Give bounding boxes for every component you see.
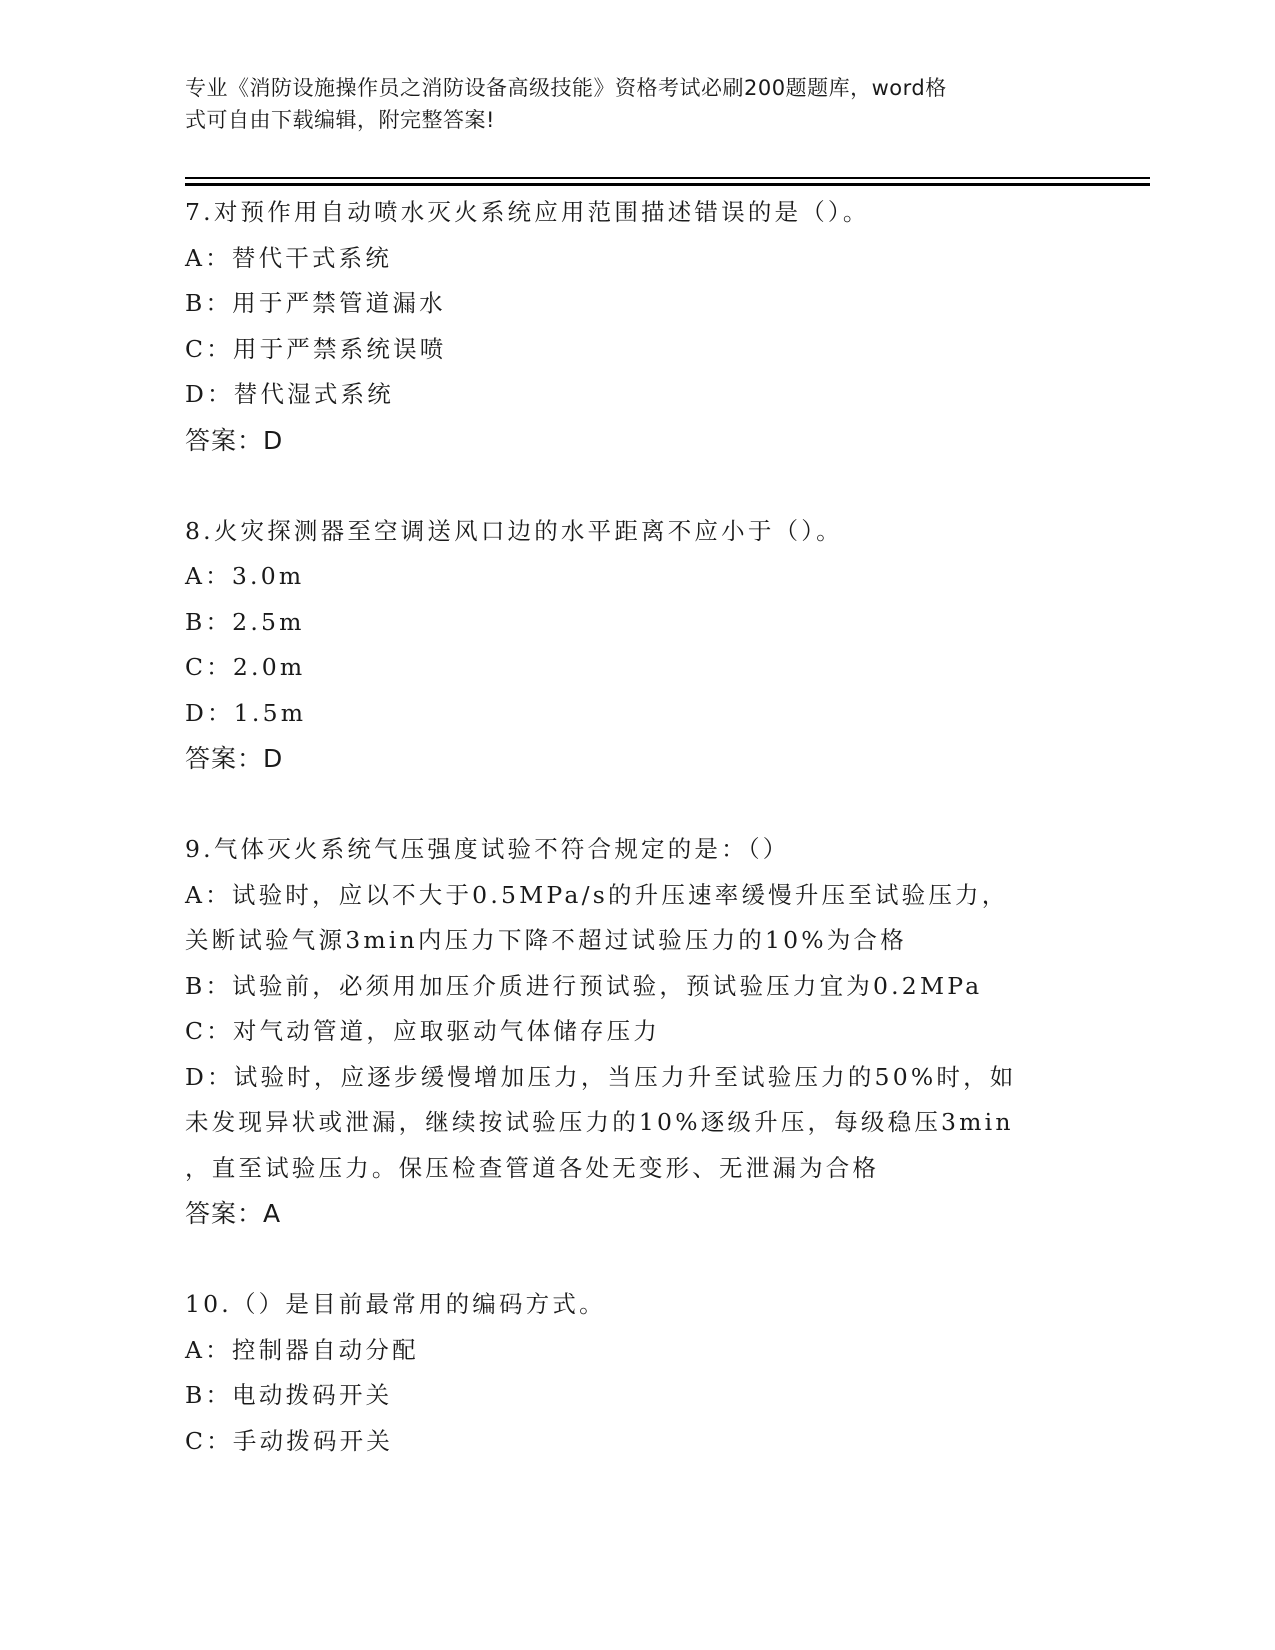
question-7 [185, 190, 1095, 463]
answer-label: 答案：A [185, 1199, 282, 1228]
spacer [185, 463, 1095, 509]
question-stem: 8.火灾探测器至空调送风口边的水平距离不应小于（）。 [185, 516, 843, 545]
option-c: C：2.0m [185, 653, 306, 681]
question-8 [185, 509, 1095, 782]
option-d-continued: ，直至试验压力。保压检查管道各处无变形、无泄漏为合格 [185, 1153, 880, 1182]
option-c: C：用于严禁系统误喷 [185, 334, 447, 363]
option-c: C：对气动管道，应取驱动气体储存压力 [185, 1017, 661, 1045]
option-c: C：手动拨码开关 [185, 1426, 394, 1455]
question-stem: 10.（）是目前最常用的编码方式。 [185, 1290, 606, 1318]
document-header [185, 72, 1065, 136]
option-d-continued: 未发现异状或泄漏，继续按试验压力的10%逐级升压，每级稳压3min [185, 1108, 1014, 1136]
option-b: B：用于严禁管道漏水 [185, 289, 446, 317]
option-b: B：试验前，必须用加压介质进行预试验，预试验压力宜为0.2MPa [185, 971, 983, 1000]
answer-label: 答案：D [185, 744, 284, 773]
header-divider-thin [185, 177, 1150, 179]
option-b: B：2.5m [185, 607, 305, 636]
option-a: A：控制器自动分配 [185, 1335, 419, 1364]
question-list [185, 190, 1095, 1464]
question-9 [185, 827, 1095, 1237]
header-line-1: 专业《消防设施操作员之消防设备高级技能》资格考试必刷200题题库，word格 [185, 76, 947, 100]
header-divider-thick [185, 183, 1150, 186]
spacer [185, 782, 1095, 828]
question-stem: 7.对预作用自动喷水灭火系统应用范围描述错误的是（）。 [185, 198, 870, 226]
option-d: D：1.5m [185, 698, 307, 727]
spacer [185, 1237, 1095, 1283]
option-a: A：试验时，应以不大于0.5MPa/s的升压速率缓慢升压至试验压力， [185, 880, 1009, 909]
option-a: A：替代干式系统 [185, 243, 393, 272]
question-10 [185, 1282, 1095, 1464]
option-a: A：3.0m [185, 562, 305, 590]
option-d: D：试验时，应逐步缓慢增加压力，当压力升至试验压力的50%时，如 [185, 1062, 1017, 1091]
header-line-2: 式可自由下载编辑，附完整答案! [185, 108, 495, 132]
question-stem: 9.气体灭火系统气压强度试验不符合规定的是：（） [185, 835, 790, 863]
option-d: D：替代湿式系统 [185, 380, 394, 408]
answer-label: 答案：D [185, 425, 284, 455]
option-b: B：电动拨码开关 [185, 1381, 393, 1409]
option-a-continued: 关断试验气源3min内压力下降不超过试验压力的10%为合格 [185, 926, 907, 954]
